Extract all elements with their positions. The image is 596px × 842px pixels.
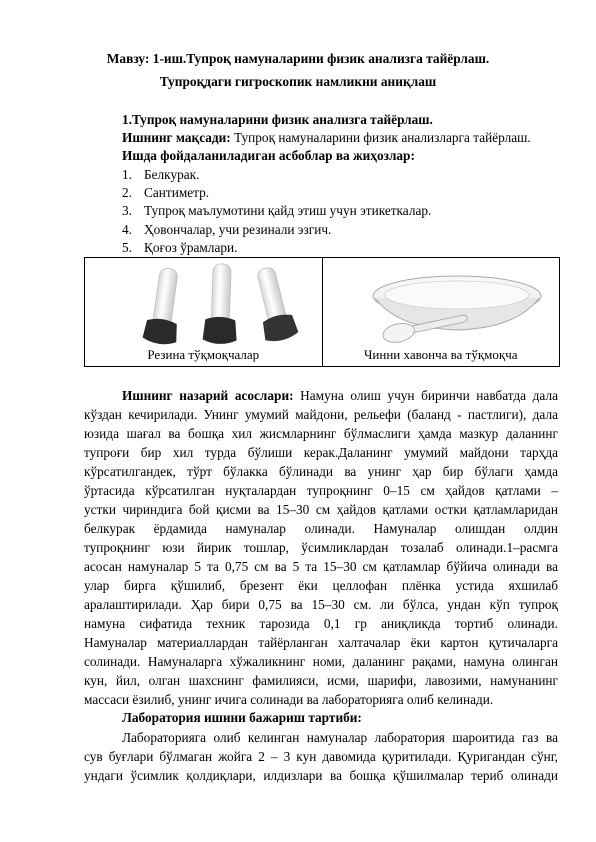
lab-heading: Лаборатория ишини бажариш тартиби:	[122, 710, 362, 725]
list-item: 1. Белкурак.	[122, 167, 200, 182]
rubber-pestles-image	[88, 260, 320, 352]
list-item: 2. Сантиметр.	[122, 185, 210, 201]
goal-text: Тупроқ намуналарини физик анализларга тайёрлаш.	[230, 130, 531, 145]
section-heading: 1.Тупроқ намуналарини физик анализга тайёрлаш.	[122, 112, 433, 127]
title-line-1: Мавзу: 1-иш.Тупроқ намуналарини физик анализга тайёрлаш.	[106, 51, 490, 66]
theory-label: Ишнинг назарий асослари:	[122, 388, 294, 403]
theory-paragraph: Ишнинг назарий асослари: Намуна олиш учун биринчи навбатда дала кўздан кечирилади. Унинг умумий майдони, рельефи (баланд - пастлиги), дала юзида шағал ва бошқа хил жисмларнинг бўлмаслиги ҳамда мазкур даланинг тупроғи бир хил турда бўлиши керак.Даланинг умумий майдони тарҳда кўрсатилгандек, тўрт бўлакка бўлинади ва унинг ҳар бир бўлаги ҳамда ўртасида кўрсатилган нуқталардан тупроқнинг 0–15 см ҳайдов қатлами – устки чириндига бой қисми ва 15–30 см ҳайдов қатлами остки қатламларидан белкурак ёрдамида намуналар олинади. Намуналар олишдан олдин тупроқнинг юзи йирик тошлар, ўсимликлардан тозалаб олинади.1–расмга асосан намуналар 5 та 0,75 см ва 5 та 15–30 см қатламлар бўйича олинади ва улар бирга қўшилиб, брезент ёки целлофан плёнка устида яхшилаб аралаштирилади. Ҳар бири 0,75 ва 15–30 см. ли бўлса, ундан кўп тупроқ намуна сифатида техник тарозида 0,1 гр аниқликда тортиб олинади. Намуналар материаллардан тайёрланган халтачалар ёки картон қутичаларга солинади. Намуналарга хўжаликнинг номи, даланинг рақами, намуна олинган кун, йил, олган шахснинг фамилияси, исми, шарифи, лавозими, намунанинг массаси ёзилиб, унинг ичига солинади ва лабораторияга олиб келинади.	[84, 388, 558, 707]
porcelain-dish-image	[327, 262, 557, 348]
goal-line	[122, 129, 531, 147]
left-caption: Резина тўқмоқчалар	[147, 347, 260, 362]
list-item: 3. Тупроқ маълумотини қайд этиш учун этикеткалар.	[122, 203, 432, 219]
list-item: 5. Қоғоз ўрамлари.	[122, 239, 238, 255]
lab-paragraph: Лабораторияга олиб келинган намуналар лаборатория шароитида газ ва сув буғлари бўлмаган жойга 2 – 3 кун давомида қуритилади. Қуригандан сўнг, ундаги ўсимлик қолдиқлари, илдизлари ва бошқа қўшилмалар териб олинади	[84, 730, 558, 783]
figure-cell-right	[322, 258, 560, 366]
title-line-2: Тупроқдаги гигроскопик намликни аниқлаш	[159, 74, 437, 89]
right-caption: Чинни хавонча ва тўқмоқча	[363, 347, 518, 362]
theory-line-1: Ишнинг назарий асослари: Намуна олиш учун биринчи навбатда дала	[122, 388, 558, 403]
goal-label: Ишнинг мақсади:	[122, 130, 231, 145]
tools-list	[122, 166, 431, 257]
figure-cell-left	[85, 258, 322, 366]
equipment-figure	[84, 257, 560, 367]
tools-heading: Ишда фойдаланиладиган асбоблар ва жиҳозлар:	[122, 148, 415, 163]
list-item: 4. Ҳовончалар, учи резинали эзгич.	[122, 221, 332, 237]
